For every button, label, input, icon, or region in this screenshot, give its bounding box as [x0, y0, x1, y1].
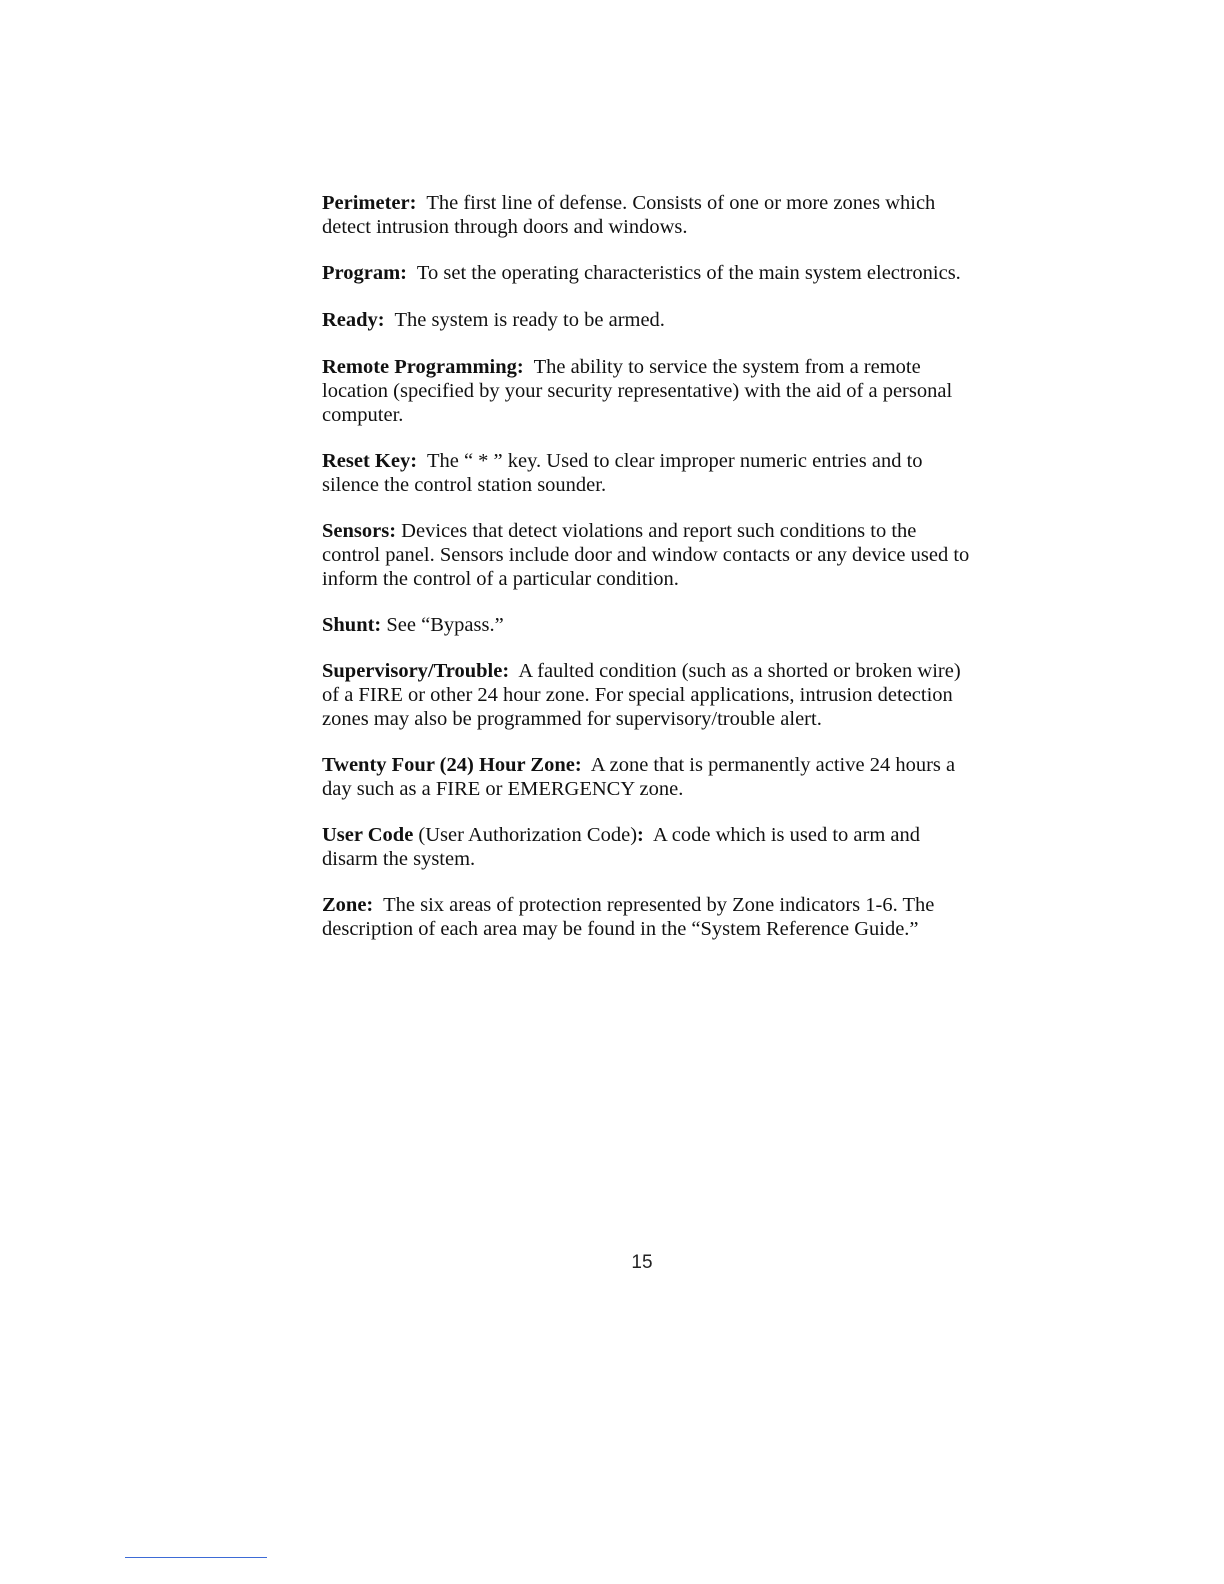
glossary-definition: The system is ready to be armed. [394, 309, 665, 331]
glossary-entry-ready [322, 308, 970, 332]
glossary-term-parenthetical: (User Authorization Code) [418, 824, 638, 846]
glossary-definition: To set the operating characteristics of the main system electronics. [416, 262, 961, 284]
glossary-definition: See “Bypass.” [386, 614, 504, 636]
glossary-term: Shunt: [322, 614, 382, 636]
page-number: 15 [631, 1252, 653, 1273]
glossary-entry-shunt [322, 613, 970, 637]
glossary-entry-perimeter [322, 191, 970, 239]
glossary-entry-sensors [322, 519, 970, 591]
glossary-definition: The first line of defense. Consists of one or more zones which detect intrusion through doors and windows. [322, 192, 936, 238]
glossary-entry-supervisory-trouble [322, 659, 970, 731]
glossary-term: Program: [322, 262, 408, 284]
glossary-entry-twenty-four-hour-zone [322, 753, 970, 801]
glossary-definition: The ability to service the system from a remote location (specified by your security representative) with the aid of a personal computer. [322, 356, 953, 426]
glossary-term: Zone: [322, 894, 374, 916]
footer-rule [125, 1557, 267, 1558]
glossary-term: Supervisory/Trouble: [322, 660, 510, 682]
glossary-entry-reset-key [322, 449, 970, 497]
glossary-term: Sensors: [322, 520, 397, 542]
glossary-term: Remote Programming: [322, 356, 524, 378]
glossary-entry-zone [322, 893, 970, 941]
glossary-entry-user-code [322, 823, 970, 871]
glossary-list [322, 191, 970, 963]
glossary-definition: A faulted condition (such as a shorted or broken wire) of a FIRE or other 24 hour zone. For special applications, intrusion detection zones may also be programmed for supervisory/trouble alert. [322, 660, 961, 730]
glossary-definition: The “ * ” key. Used to clear improper numeric entries and to silence the control station sounder. [322, 450, 923, 496]
glossary-term-colon: : [637, 824, 644, 846]
glossary-term: Ready: [322, 309, 385, 331]
glossary-term: User Code [322, 824, 414, 846]
glossary-entry-remote-programming [322, 355, 970, 427]
glossary-definition: A zone that is permanently active 24 hours a day such as a FIRE or EMERGENCY zone. [322, 754, 956, 800]
glossary-term: Perimeter: [322, 192, 417, 214]
glossary-entry-program [322, 261, 970, 285]
glossary-term: Reset Key: [322, 450, 418, 472]
glossary-term: Twenty Four (24) Hour Zone: [322, 754, 582, 776]
glossary-definition: A code which is used to arm and disarm the system. [322, 824, 921, 870]
glossary-definition: The six areas of protection represented by Zone indicators 1-6. The description of each area may be found in the “System Reference Guide.” [322, 894, 935, 940]
glossary-definition: Devices that detect violations and report such conditions to the control panel. Sensors include door and window contacts or any device used to inform the control of a particular condition. [322, 520, 970, 590]
